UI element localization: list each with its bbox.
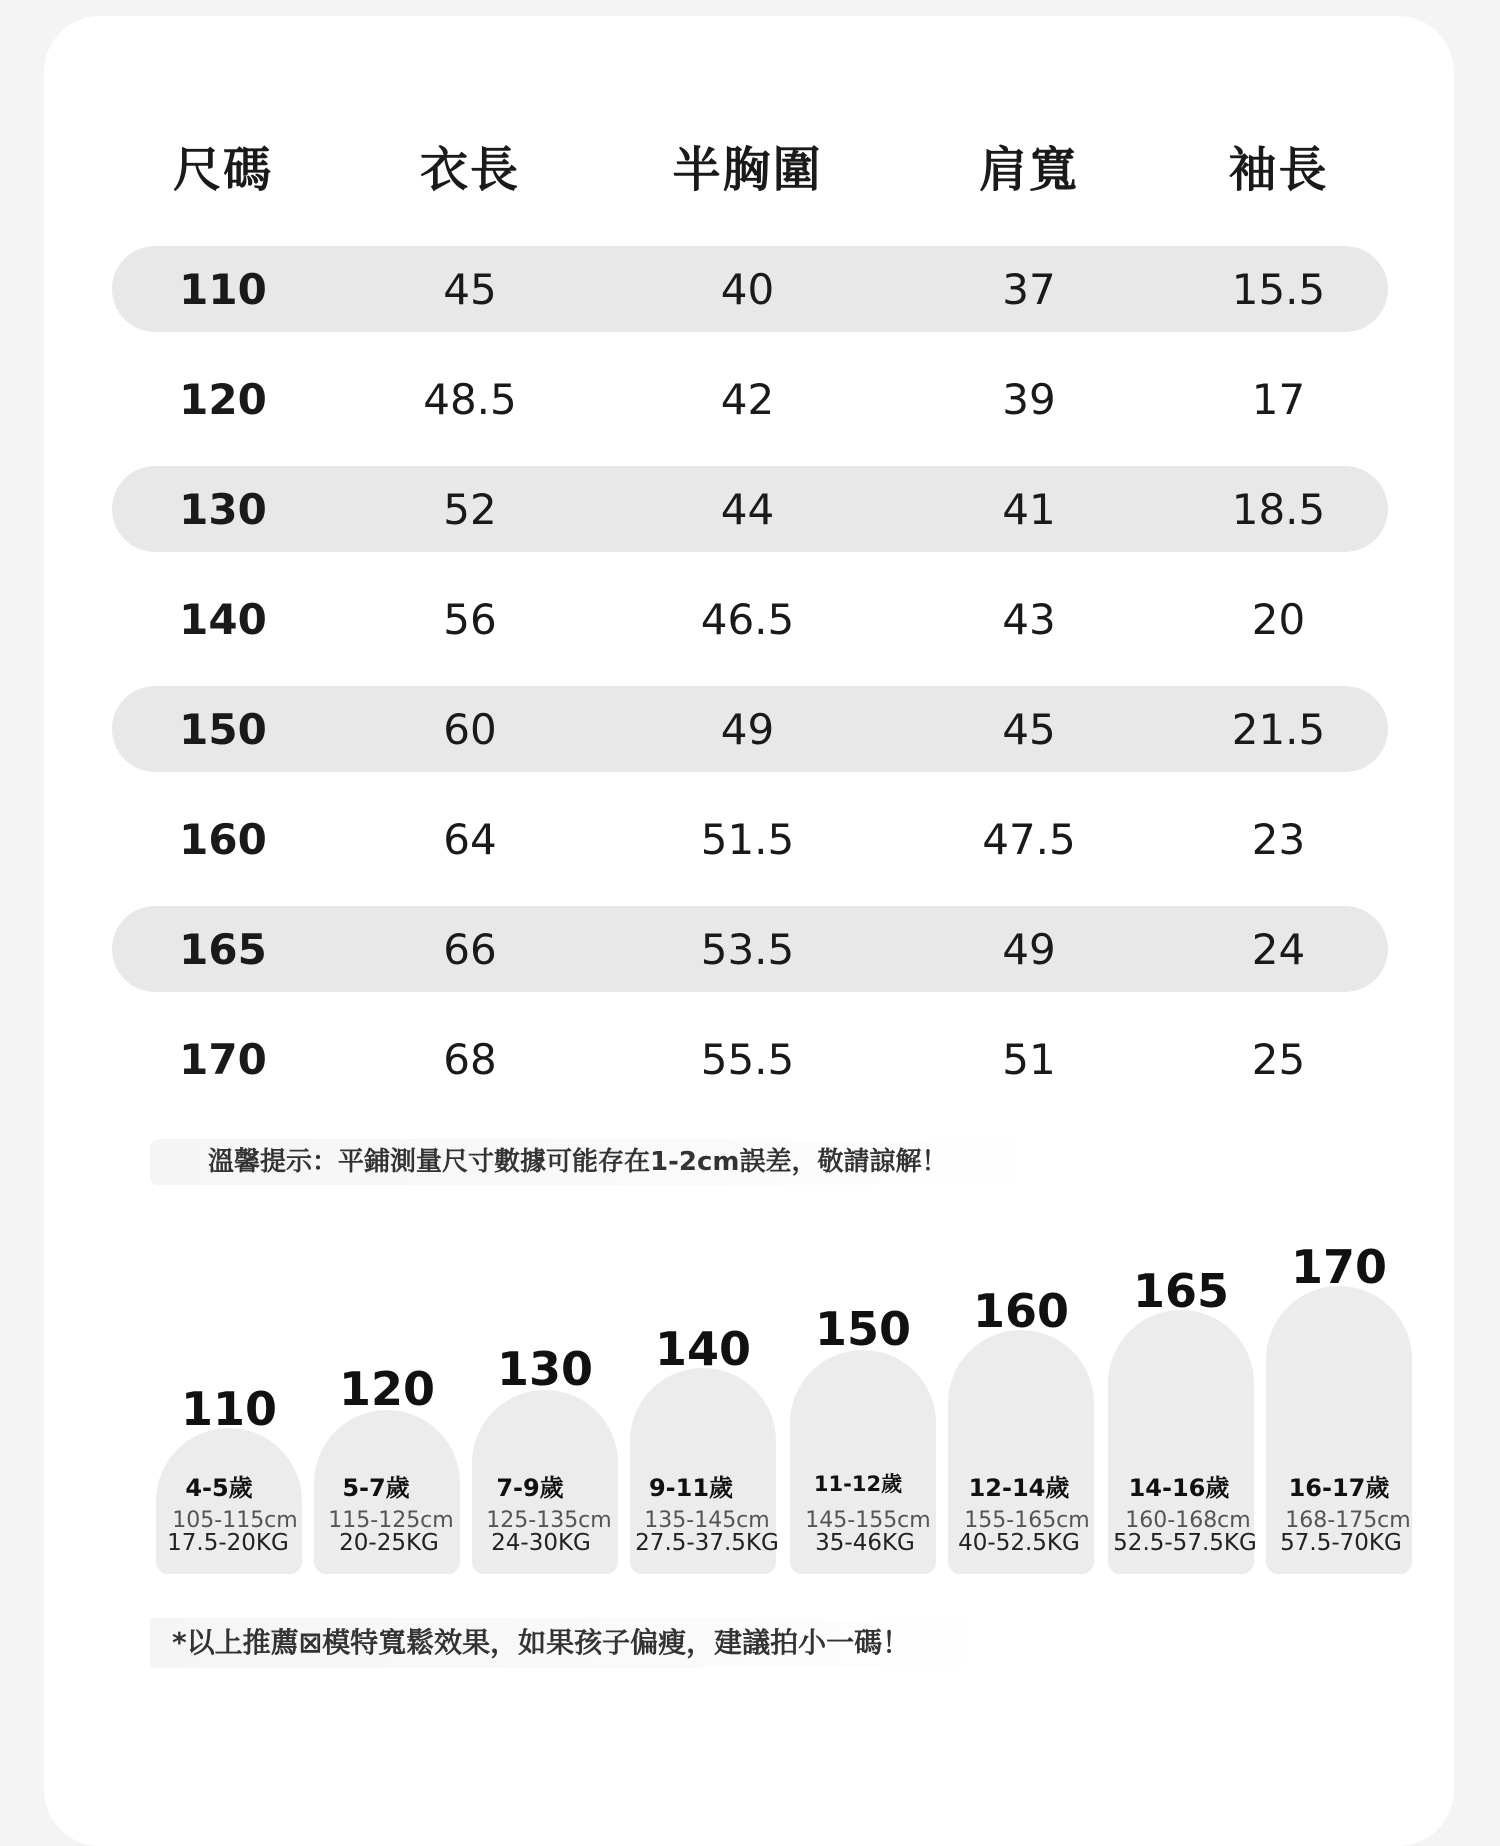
length-cell: 52 [443,484,497,534]
sleeve-cell: 18.5 [1231,484,1326,534]
size-cell: 160 [179,814,267,864]
length-cell: 56 [443,594,497,644]
shoulder-cell: 47.5 [982,814,1076,864]
size-cell: 140 [179,594,267,644]
arch-size-label: 150 [814,1302,912,1356]
arch-size-label: 165 [1132,1264,1230,1318]
size-cell: 165 [179,924,267,974]
shoulder-cell: 37 [1002,264,1056,314]
arch-size-label: 170 [1290,1240,1388,1294]
arch-age-label: 5-7歲 [342,1474,410,1502]
length-cell: 60 [443,704,497,754]
sleeve-cell: 15.5 [1231,264,1326,314]
arch-age-label: 14-16歲 [1128,1474,1230,1502]
arch-height-label: 135-145cm [644,1508,770,1533]
shoulder-cell: 51 [1002,1034,1056,1084]
arch-age-label: 7-9歲 [496,1474,564,1502]
arch-weight-label: 40-52.5KG [958,1530,1080,1556]
arch-height-label: 168-175cm [1285,1508,1411,1533]
arch-height-label: 160-168cm [1125,1508,1251,1533]
sleeve-cell: 24 [1251,924,1306,974]
arch-weight-label: 17.5-20KG [167,1530,289,1556]
arch-height-label: 155-165cm [964,1508,1090,1533]
shoulder-cell: 49 [1002,924,1056,974]
half-chest-cell: 40 [720,264,775,314]
arch-size-label: 120 [338,1362,436,1416]
sleeve-cell: 25 [1251,1034,1306,1084]
shoulder-cell: 41 [1002,484,1056,534]
arch-weight-label: 27.5-37.5KG [635,1530,779,1556]
shoulder-cell: 39 [1002,374,1056,424]
fit-note: *以上推薦⊠模特寬鬆效果，如果孩子偏瘦，建議拍小一碼！ [150,1618,990,1668]
length-cell: 48.5 [423,374,517,424]
size-cell: 150 [179,704,267,754]
length-cell: 64 [443,814,497,864]
arch-height-label: 145-155cm [805,1508,931,1533]
arch-size-label: 130 [496,1342,594,1396]
length-cell: 68 [443,1034,497,1084]
arch-weight-label: 35-46KG [815,1530,915,1556]
size-cell: 170 [179,1034,267,1084]
arch-age-label: 4-5歲 [185,1474,253,1502]
half-chest-cell: 46.5 [700,594,795,644]
arch-age-label: 12-14歲 [968,1474,1070,1502]
arch-age-label: 11-12歲 [813,1472,903,1496]
header-shoulder: 肩寬 [978,141,1079,198]
arch-age-label: 9-11歲 [648,1474,734,1502]
header-length: 衣長 [419,141,520,198]
size-cell: 120 [179,374,267,424]
arch-weight-label: 24-30KG [491,1530,591,1556]
arch-size-label: 110 [180,1382,278,1436]
size-cell: 110 [179,264,267,314]
measurement-tip: 溫馨提示：平鋪測量尺寸數據可能存在1-2cm誤差，敬請諒解！ [150,1139,1042,1185]
sleeve-cell: 21.5 [1231,704,1326,754]
header-size: 尺碼 [172,141,273,198]
half-chest-cell: 42 [720,374,775,424]
half-chest-cell: 53.5 [700,924,795,974]
half-chest-cell: 55.5 [700,1034,795,1084]
half-chest-cell: 49 [720,704,775,754]
half-chest-cell: 51.5 [700,814,795,864]
sleeve-cell: 20 [1251,594,1306,644]
header-half-chest: 半胸圍 [672,141,823,198]
arch-height-label: 105-115cm [172,1508,298,1533]
arch-age-label: 16-17歲 [1288,1474,1390,1502]
size-cell: 130 [179,484,267,534]
length-cell: 45 [443,264,497,314]
shoulder-cell: 43 [1002,594,1056,644]
arch-height-label: 115-125cm [328,1508,454,1533]
arch-weight-label: 57.5-70KG [1280,1530,1402,1556]
arch-size-label: 160 [972,1284,1070,1338]
header-sleeve: 袖長 [1228,141,1329,198]
arch-weight-label: 20-25KG [339,1530,439,1556]
length-cell: 66 [443,924,497,974]
half-chest-cell: 44 [720,484,775,534]
arch-size-label: 140 [654,1322,752,1376]
sleeve-cell: 23 [1251,814,1306,864]
sleeve-cell: 17 [1251,374,1306,424]
shoulder-cell: 45 [1002,704,1056,754]
arch-weight-label: 52.5-57.5KG [1113,1530,1257,1556]
arch-height-label: 125-135cm [486,1508,612,1533]
